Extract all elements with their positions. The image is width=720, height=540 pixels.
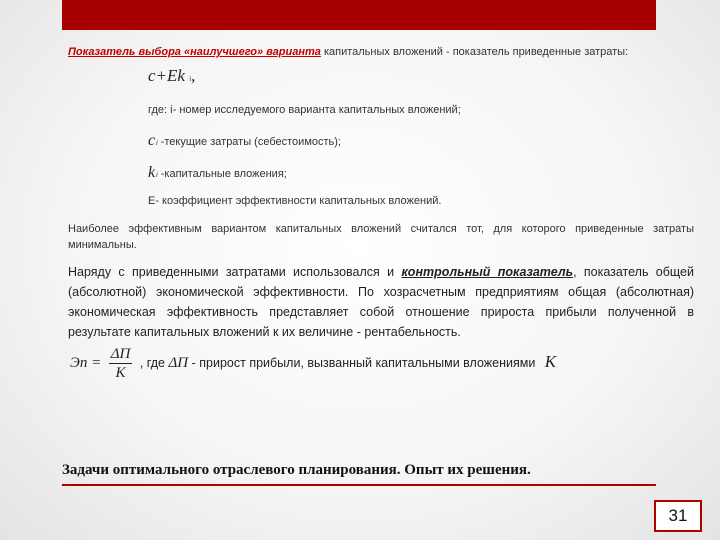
reduced-costs-formula: c+Ek i, [148,66,196,85]
profitability-fraction: $\frac{\Delta П}{К}$ [110,346,131,381]
footer-divider [62,484,656,486]
header-bar [62,0,656,30]
profitability-formula: Эп = $\frac{\Delta П}{К}$ , где ΔП - прирост прибыли, вызванный капитальными вложениями К [70,346,557,381]
intro-rest: капитальных вложений - показатель приведенные затраты: [320,46,629,58]
paragraph-most-efficient: Наиболее эффективным вариантом капитальных вложений считался тот, для которого приведенные затраты минимальны. [68,223,694,251]
definition-capital-investments: ki -капитальные вложения; [148,164,287,181]
definition-index: где: i- номер исследуемого варианта капитальных вложений; [148,104,461,116]
definition-efficiency-coefficient: E- коэффициент эффективности капитальных вложений. [148,195,442,207]
paragraph-control-indicator: Наряду с приведенными затратами использовался и контрольный показатель, показатель общей (абсолютной) экономической эффективности. По хозрасчетным предприятиям общая (абсолютная) экономическая эффективность представляет собой отношение прироста прибыли полученной в результате капитальных вложений к их величине - рентабельность. [68,265,694,339]
footer-title: Задачи оптимального отраслевого планирования. Опыт их решения. [62,462,531,478]
intro-line [68,45,628,59]
definition-current-costs: ci -текущие затраты (себестоимость); [148,132,341,149]
page-number: 31 [654,500,702,532]
control-indicator-term: контрольный показатель [401,265,574,279]
intro-lead: Показатель выбора «наилучшего» варианта [68,46,321,58]
